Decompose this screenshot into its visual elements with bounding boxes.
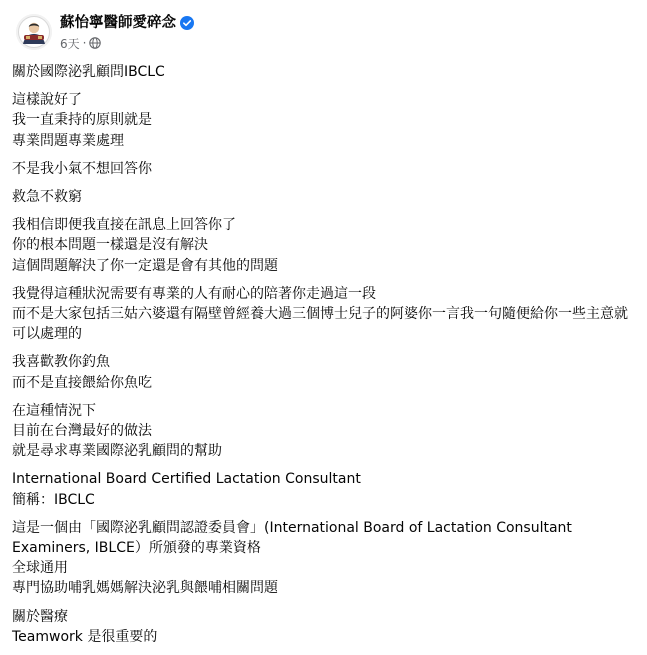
post-text-line: 目前在台灣最好的做法 xyxy=(12,423,152,440)
post-text-line: 而不是大家包括三姑六婆還有隔壁曾經養大過三個博士兒子的阿婆你一言我一句隨便給你一些主意就可以處理的 xyxy=(12,306,628,343)
post-text-line: 這個問題解決了你一定還是會有其他的問題 xyxy=(12,257,278,274)
post-text-line: 專門協助哺乳媽媽解決泌乳與餵哺相關問題 xyxy=(12,580,278,597)
post-text-line: 這是一個由「國際泌乳顧問認證委員會」(International Board of Lactation Consultant Examiners, IBLCE）所頒發的專業資格 xyxy=(12,519,572,557)
post-text-line: 簡稱：IBCLC xyxy=(12,491,95,508)
post-text-line: 我相信即便我直接在訊息上回答你了 xyxy=(12,217,236,234)
post-paragraph xyxy=(12,401,632,462)
post-text-line: 這樣說好了 xyxy=(12,92,82,109)
post-paragraph xyxy=(12,187,632,207)
author-avatar[interactable] xyxy=(16,14,52,50)
post-meta xyxy=(60,13,194,51)
post-text-line: 關於醫療 xyxy=(12,608,68,625)
avatar-image xyxy=(16,14,52,50)
post-text-line: Teamwork 是很重要的 xyxy=(12,628,158,645)
post-text-line: 我覺得這種狀況需要有專業的人有耐心的陪著你走過這一段 xyxy=(12,285,376,302)
post-paragraph xyxy=(12,518,632,599)
post-text-line: 我一直秉持的原則就是 xyxy=(12,112,152,129)
post-paragraph xyxy=(12,284,632,345)
post-paragraph xyxy=(12,352,632,392)
post-text-line: International Board Certified Lactation Consultant xyxy=(12,471,361,488)
post-text-line: 你的根本問題一樣還是沒有解決 xyxy=(12,237,208,254)
post-paragraph xyxy=(12,159,632,179)
author-name-link[interactable]: 蘇怡寧醫師愛碎念 xyxy=(60,15,176,31)
post-text-line: 在這種情況下 xyxy=(12,402,96,419)
post-text-line: 關於國際泌乳顧問IBCLC xyxy=(12,64,165,80)
verified-badge-icon xyxy=(180,16,194,30)
post-text-line: 而不是直接餵給你魚吃 xyxy=(12,374,152,391)
post-paragraph xyxy=(12,469,632,509)
post-timestamp-link[interactable]: 6天 xyxy=(60,36,80,51)
post-body xyxy=(12,62,632,655)
post-paragraph xyxy=(12,607,632,647)
author-row xyxy=(60,13,194,33)
post-text-line: 不是我小氣不想回答你 xyxy=(12,160,152,177)
post-paragraph xyxy=(12,62,632,82)
meta-separator: · xyxy=(82,36,87,50)
post-text-line: 救急不救窮 xyxy=(12,189,82,206)
post-text-line: 就是尋求專業國際泌乳顧問的幫助 xyxy=(12,443,222,460)
post-header xyxy=(16,10,194,54)
post-text-line: 我喜歡教你釣魚 xyxy=(12,354,110,371)
post-time-row xyxy=(60,35,194,51)
post-text-line: 全球通用 xyxy=(12,560,68,577)
post-paragraph xyxy=(12,90,632,151)
globe-icon[interactable] xyxy=(89,37,101,49)
post-paragraph xyxy=(12,215,632,276)
post-text-line: 專業問題專業處理 xyxy=(12,132,124,149)
